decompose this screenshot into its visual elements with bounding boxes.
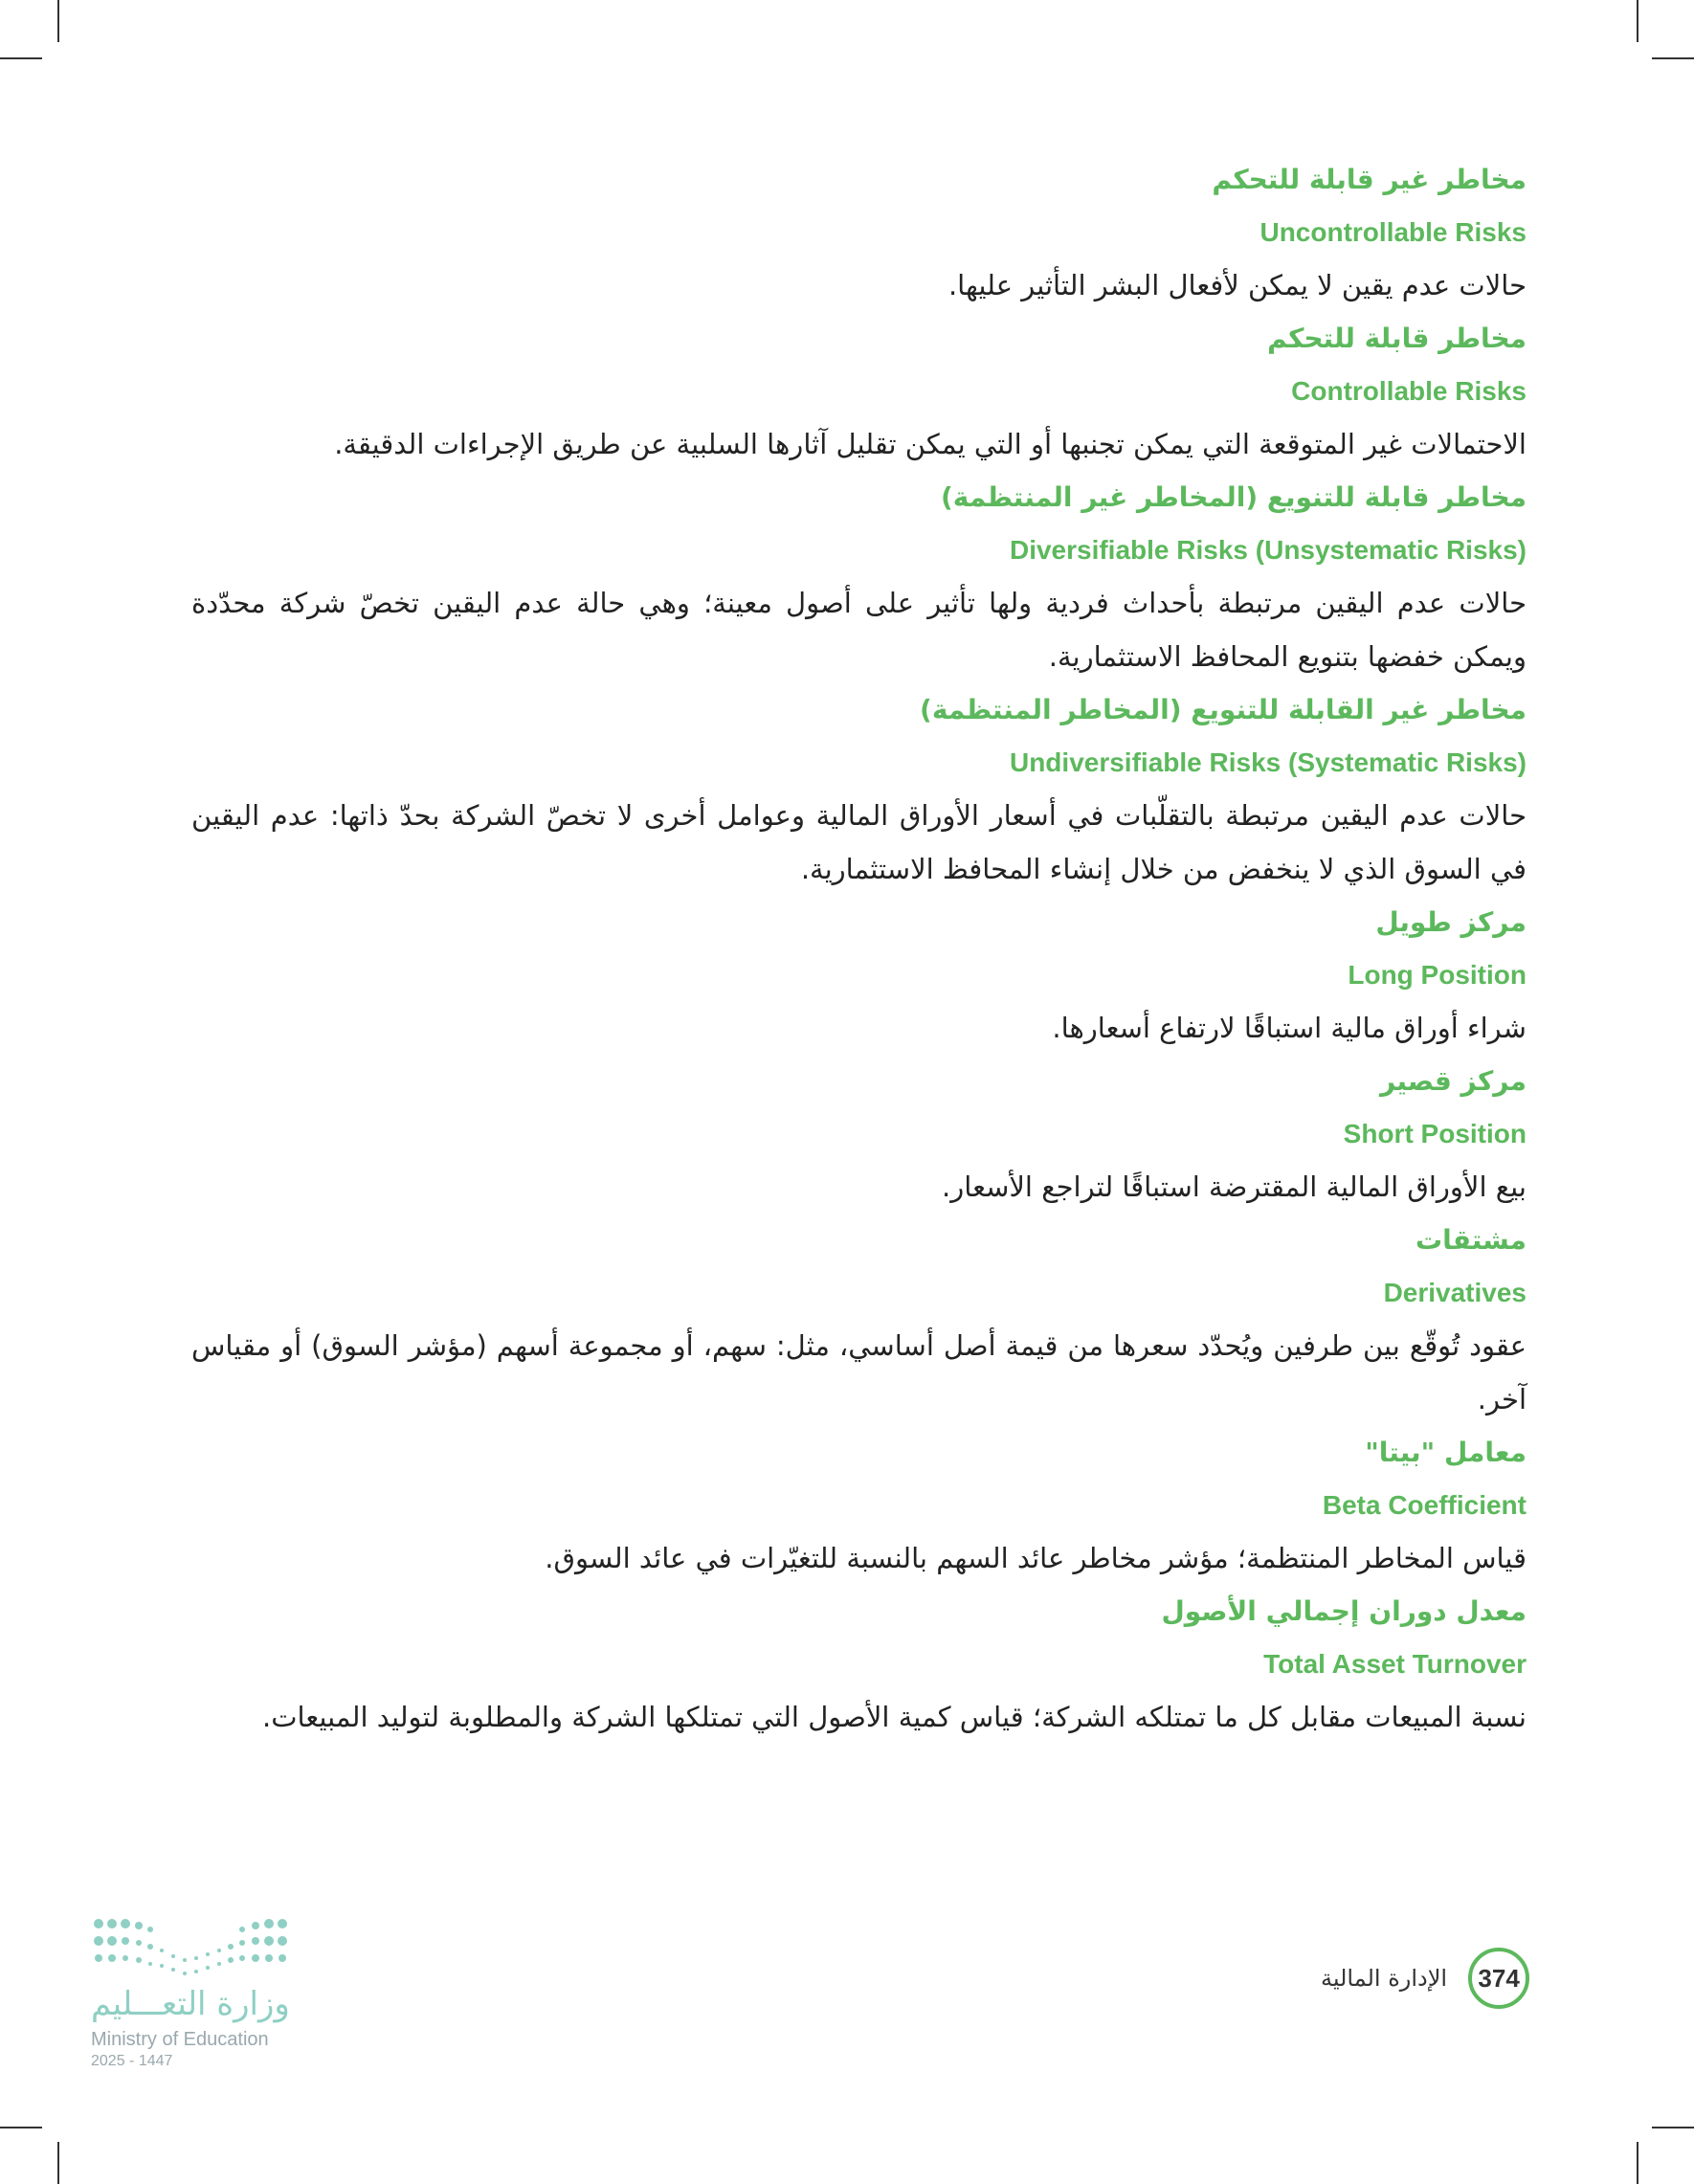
term-definition: بيع الأوراق المالية المقترضة استباقًا لتراجع الأسعار. <box>942 1170 1527 1203</box>
term-arabic: مخاطر قابلة للتنويع (المخاطر غير المنتظمة) <box>940 481 1527 513</box>
book-title: الإدارة المالية <box>1321 1965 1448 1992</box>
term-arabic: مخاطر غير القابلة للتنويع (المخاطر المنتظمة) <box>920 694 1527 725</box>
term-english: Short Position <box>1343 1119 1527 1148</box>
crop-mark <box>1637 2142 1638 2184</box>
term-definition: الاحتمالات غير المتوقعة التي يمكن تجنبها أو التي يمكن تقليل آثارها السلبية عن طريق الإجراءات الدقيقة. <box>334 428 1527 460</box>
term-english: Uncontrollable Risks <box>1259 217 1527 247</box>
term-definition: شراء أوراق مالية استباقًا لارتفاع أسعارها. <box>1052 1012 1527 1044</box>
term-english: Diversifiable Risks (Unsystematic Risks) <box>1009 535 1527 565</box>
term-english: Undiversifiable Risks (Systematic Risks) <box>1009 747 1527 777</box>
crop-mark <box>57 2142 59 2184</box>
glossary <box>191 153 1527 1744</box>
term-definition: نسبة المبيعات مقابل كل ما تمتلكه الشركة؛ قياس كمية الأصول التي تمتلكها الشركة والمطلوبة لتوليد المبيعات. <box>262 1701 1527 1733</box>
logo-year: 2025 - 1447 <box>91 2053 173 2069</box>
crop-mark <box>57 0 59 42</box>
crop-mark <box>0 57 42 59</box>
glossary-entry <box>191 471 1527 683</box>
term-definition: حالات عدم اليقين مرتبطة بالتقلّبات في أسعار الأوراق المالية وعوامل أخرى لا تخصّ الشركة بحدّ ذاتها: عدم اليقين في السوق الذي لا ينخفض من خلال إنشاء المحافظ الاستثمارية. <box>191 799 1527 885</box>
term-english: Long Position <box>1348 960 1527 990</box>
glossary-entry <box>191 153 1527 312</box>
logo-arabic-text: وزارة التعـــليم <box>91 1985 290 2023</box>
crop-mark <box>0 2127 42 2128</box>
term-english: Beta Coefficient <box>1322 1490 1527 1520</box>
term-definition: عقود تُوقّع بين طرفين ويُحدّد سعرها من قيمة أصل أساسي، مثل: سهم، أو مجموعة أسهم (مؤشر السوق) أو مقياس آخر. <box>191 1329 1527 1415</box>
term-arabic: مركز طويل <box>1375 906 1527 938</box>
ministry-logo <box>91 1914 311 2070</box>
glossary-entry <box>191 896 1527 1055</box>
term-english: Derivatives <box>1383 1278 1527 1307</box>
crop-mark <box>1637 0 1638 42</box>
term-english: Total Asset Turnover <box>1263 1649 1527 1679</box>
term-definition: حالات عدم اليقين مرتبطة بأحداث فردية ولها تأثير على أصول معينة؛ وهي حالة عدم اليقين تخصّ شركة محدّدة ويمكن خفضها بتنويع المحافظ الاستثمارية. <box>191 587 1527 673</box>
page-number: 374 <box>1468 1948 1529 2009</box>
page-footer <box>1321 1948 1529 2009</box>
glossary-entry <box>191 312 1527 471</box>
term-arabic: مخاطر غير قابلة للتحكم <box>1212 164 1527 195</box>
glossary-entry <box>191 1214 1527 1426</box>
glossary-entry <box>191 1426 1527 1585</box>
term-arabic: مركز قصير <box>1380 1065 1527 1097</box>
crop-mark <box>1652 57 1694 59</box>
term-arabic: معامل "بيتا" <box>1365 1437 1527 1468</box>
term-english: Controllable Risks <box>1291 376 1527 406</box>
glossary-entry <box>191 1585 1527 1744</box>
term-definition: حالات عدم يقين لا يمكن لأفعال البشر التأثير عليها. <box>947 269 1527 301</box>
logo-dots-icon <box>91 1914 301 1981</box>
crop-mark <box>1652 2127 1694 2128</box>
glossary-entry <box>191 683 1527 896</box>
glossary-entry <box>191 1055 1527 1214</box>
term-definition: قياس المخاطر المنتظمة؛ مؤشر مخاطر عائد السهم بالنسبة للتغيّرات في عائد السوق. <box>545 1542 1527 1574</box>
term-arabic: مخاطر قابلة للتحكم <box>1267 323 1527 354</box>
term-arabic: معدل دوران إجمالي الأصول <box>1161 1595 1527 1627</box>
term-arabic: مشتقات <box>1415 1224 1527 1256</box>
logo-english-text: Ministry of Education <box>91 2029 269 2050</box>
